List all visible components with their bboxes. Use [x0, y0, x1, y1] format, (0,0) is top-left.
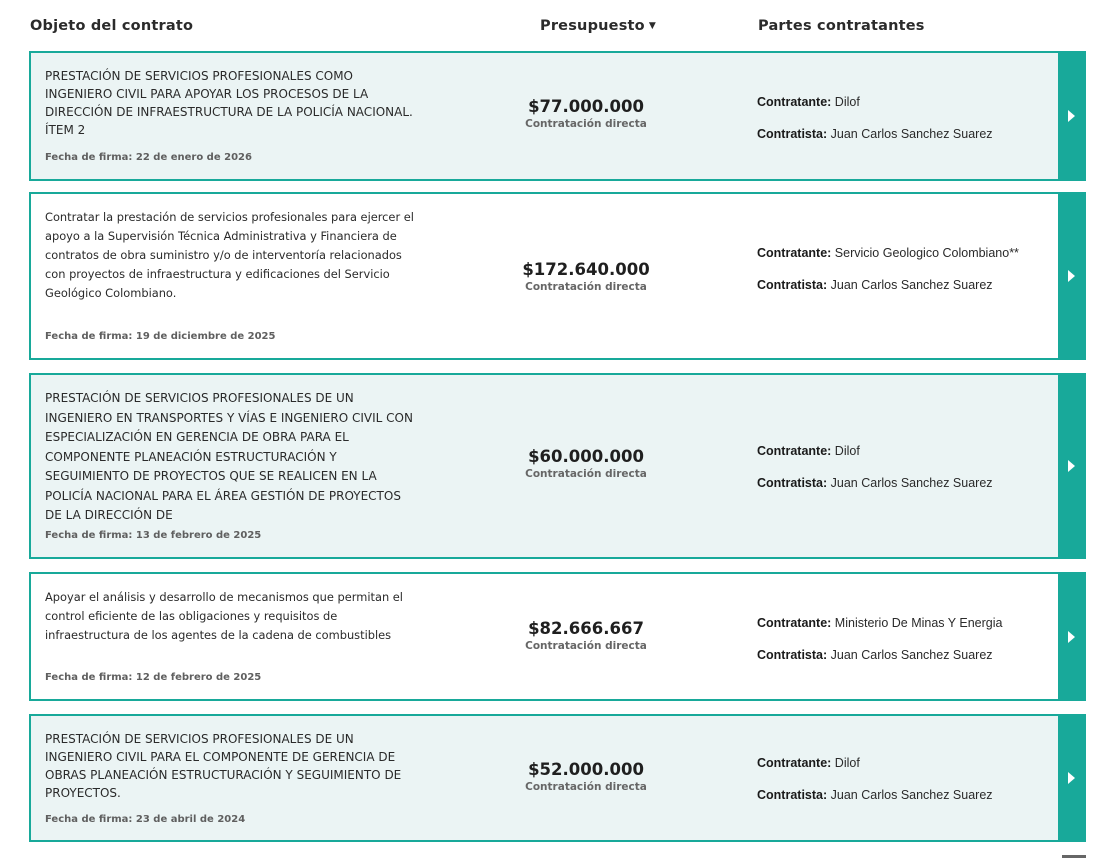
- contratante-label: Contratante:: [757, 95, 832, 109]
- contratante-label: Contratante:: [757, 756, 832, 770]
- contract-modality: Contratación directa: [525, 281, 647, 293]
- contract-budget: [501, 447, 671, 480]
- contract-row[interactable]: [29, 373, 1086, 559]
- contract-amount: $60.000.000: [528, 447, 644, 466]
- contract-row[interactable]: [29, 51, 1086, 181]
- contract-signing-date: Fecha de firma: 23 de abril de 2024: [45, 814, 246, 825]
- contract-amount: $172.640.000: [522, 260, 650, 279]
- chevron-right-icon[interactable]: [1068, 270, 1075, 282]
- contratista-value: Juan Carlos Sanchez Suarez: [830, 648, 993, 662]
- chevron-right-icon[interactable]: [1068, 460, 1075, 472]
- contratante-line: [757, 614, 1047, 632]
- chevron-right-icon[interactable]: [1068, 772, 1075, 784]
- contratante-value: Dilof: [834, 756, 860, 770]
- column-header-partes-label: Partes contratantes: [758, 18, 925, 34]
- contratista-value: Juan Carlos Sanchez Suarez: [830, 278, 993, 292]
- contratista-line: [757, 646, 1047, 664]
- contract-parties: [757, 442, 1047, 492]
- contratista-label: Contratista:: [757, 648, 828, 662]
- chevron-right-icon[interactable]: [1068, 631, 1075, 643]
- contratista-label: Contratista:: [757, 127, 828, 141]
- contratista-value: Juan Carlos Sanchez Suarez: [830, 476, 993, 490]
- contract-row[interactable]: [29, 192, 1086, 360]
- contratante-label: Contratante:: [757, 616, 832, 630]
- contract-budget: [501, 260, 671, 293]
- contract-modality: Contratación directa: [525, 781, 647, 793]
- contract-object: PRESTACIÓN DE SERVICIOS PROFESIONALES DE UN INGENIERO EN TRANSPORTES Y VÍAS E INGENIERO CIVIL CON ESPECIALIZACIÓN EN GERENCIA DE OBRA PARA EL COMPONENTE PLANEACIÓN ESTRUCTURACIÓN Y SEGUIMIENTO DE PROYECTOS QUE SE REALICEN EN LA POLICÍA NACIONAL PARA EL ÁREA GESTIÓN DE PROYECTOS DE LA DIRECCIÓN DE: [45, 391, 413, 522]
- contract-parties: [757, 93, 1047, 143]
- open-contract-button[interactable]: [1058, 51, 1086, 181]
- contratista-value: Juan Carlos Sanchez Suarez: [830, 788, 993, 802]
- contratante-value: Dilof: [834, 444, 860, 458]
- contratista-line: [757, 474, 1047, 492]
- contratante-label: Contratante:: [757, 246, 832, 260]
- contratista-line: [757, 125, 1047, 143]
- open-contract-button[interactable]: [1058, 572, 1086, 701]
- contratante-line: [757, 244, 1047, 262]
- contract-signing-date: Fecha de firma: 12 de febrero de 2025: [45, 672, 262, 683]
- contract-budget: [501, 97, 671, 130]
- contratante-value: Ministerio De Minas Y Energia: [834, 616, 1003, 630]
- contratista-label: Contratista:: [757, 278, 828, 292]
- contract-signing-date: Fecha de firma: 22 de enero de 2026: [45, 152, 252, 163]
- contract-modality: Contratación directa: [525, 468, 647, 480]
- contratista-label: Contratista:: [757, 788, 828, 802]
- column-header-partes: [758, 18, 925, 34]
- contratante-value: Servicio Geologico Colombiano**: [834, 246, 1019, 260]
- contratante-value: Dilof: [834, 95, 860, 109]
- column-header-objeto: [30, 18, 193, 34]
- contratante-label: Contratante:: [757, 444, 832, 458]
- table-header: [0, 0, 1110, 50]
- contract-modality: Contratación directa: [525, 118, 647, 130]
- contract-signing-date: Fecha de firma: 19 de diciembre de 2025: [45, 331, 276, 342]
- column-header-presupuesto[interactable]: [540, 18, 656, 34]
- contract-row[interactable]: [29, 572, 1086, 701]
- contract-parties: [757, 614, 1047, 664]
- contratista-label: Contratista:: [757, 476, 828, 490]
- contratante-line: [757, 754, 1047, 772]
- contract-modality: Contratación directa: [525, 640, 647, 652]
- contract-object: PRESTACIÓN DE SERVICIOS PROFESIONALES COMO INGENIERO CIVIL PARA APOYAR LOS PROCESOS DE LA DIRECCIÓN DE INFRAESTRUCTURA DE LA POLICÍA NACIONAL. ÍTEM 2: [45, 69, 413, 137]
- contract-parties: [757, 754, 1047, 804]
- chevron-right-icon[interactable]: [1068, 110, 1075, 122]
- open-contract-button[interactable]: [1058, 192, 1086, 360]
- contract-row[interactable]: [29, 714, 1086, 842]
- open-contract-button[interactable]: [1058, 714, 1086, 842]
- contract-budget: [501, 619, 671, 652]
- contract-amount: $77.000.000: [528, 97, 644, 116]
- contract-amount: $52.000.000: [528, 760, 644, 779]
- contract-object: Contratar la prestación de servicios profesionales para ejercer el apoyo a la Supervisión Técnica Administrativa y Financiera de contratos de obra suministro y/o de interventoría relacionados con proyectos de infraestructura y edificaciones del Servicio Geológico Colombiano.: [45, 210, 414, 300]
- contract-object: Apoyar el análisis y desarrollo de mecanismos que permitan el control eficiente de las obligaciones y requisitos de infraestructura de los agentes de la cadena de combustibles: [45, 590, 403, 642]
- contratante-line: [757, 442, 1047, 460]
- contratista-line: [757, 786, 1047, 804]
- contract-signing-date: Fecha de firma: 13 de febrero de 2025: [45, 530, 262, 541]
- contratista-value: Juan Carlos Sanchez Suarez: [830, 127, 993, 141]
- contratante-line: [757, 93, 1047, 111]
- column-header-presupuesto-label[interactable]: Presupuesto: [540, 18, 645, 34]
- contract-amount: $82.666.667: [528, 619, 644, 638]
- contract-object: PRESTACIÓN DE SERVICIOS PROFESIONALES DE UN INGENIERO CIVIL PARA EL COMPONENTE DE GERENCIA DE OBRAS PLANEACIÓN ESTRUCTURACIÓN Y SEGUIMIENTO DE PROYECTOS.: [45, 732, 402, 800]
- sort-desc-icon[interactable]: ▼: [648, 21, 656, 31]
- column-header-objeto-label: Objeto del contrato: [30, 18, 194, 34]
- contract-parties: [757, 244, 1047, 294]
- contract-budget: [501, 760, 671, 793]
- open-contract-button[interactable]: [1058, 373, 1086, 559]
- contratista-line: [757, 276, 1047, 294]
